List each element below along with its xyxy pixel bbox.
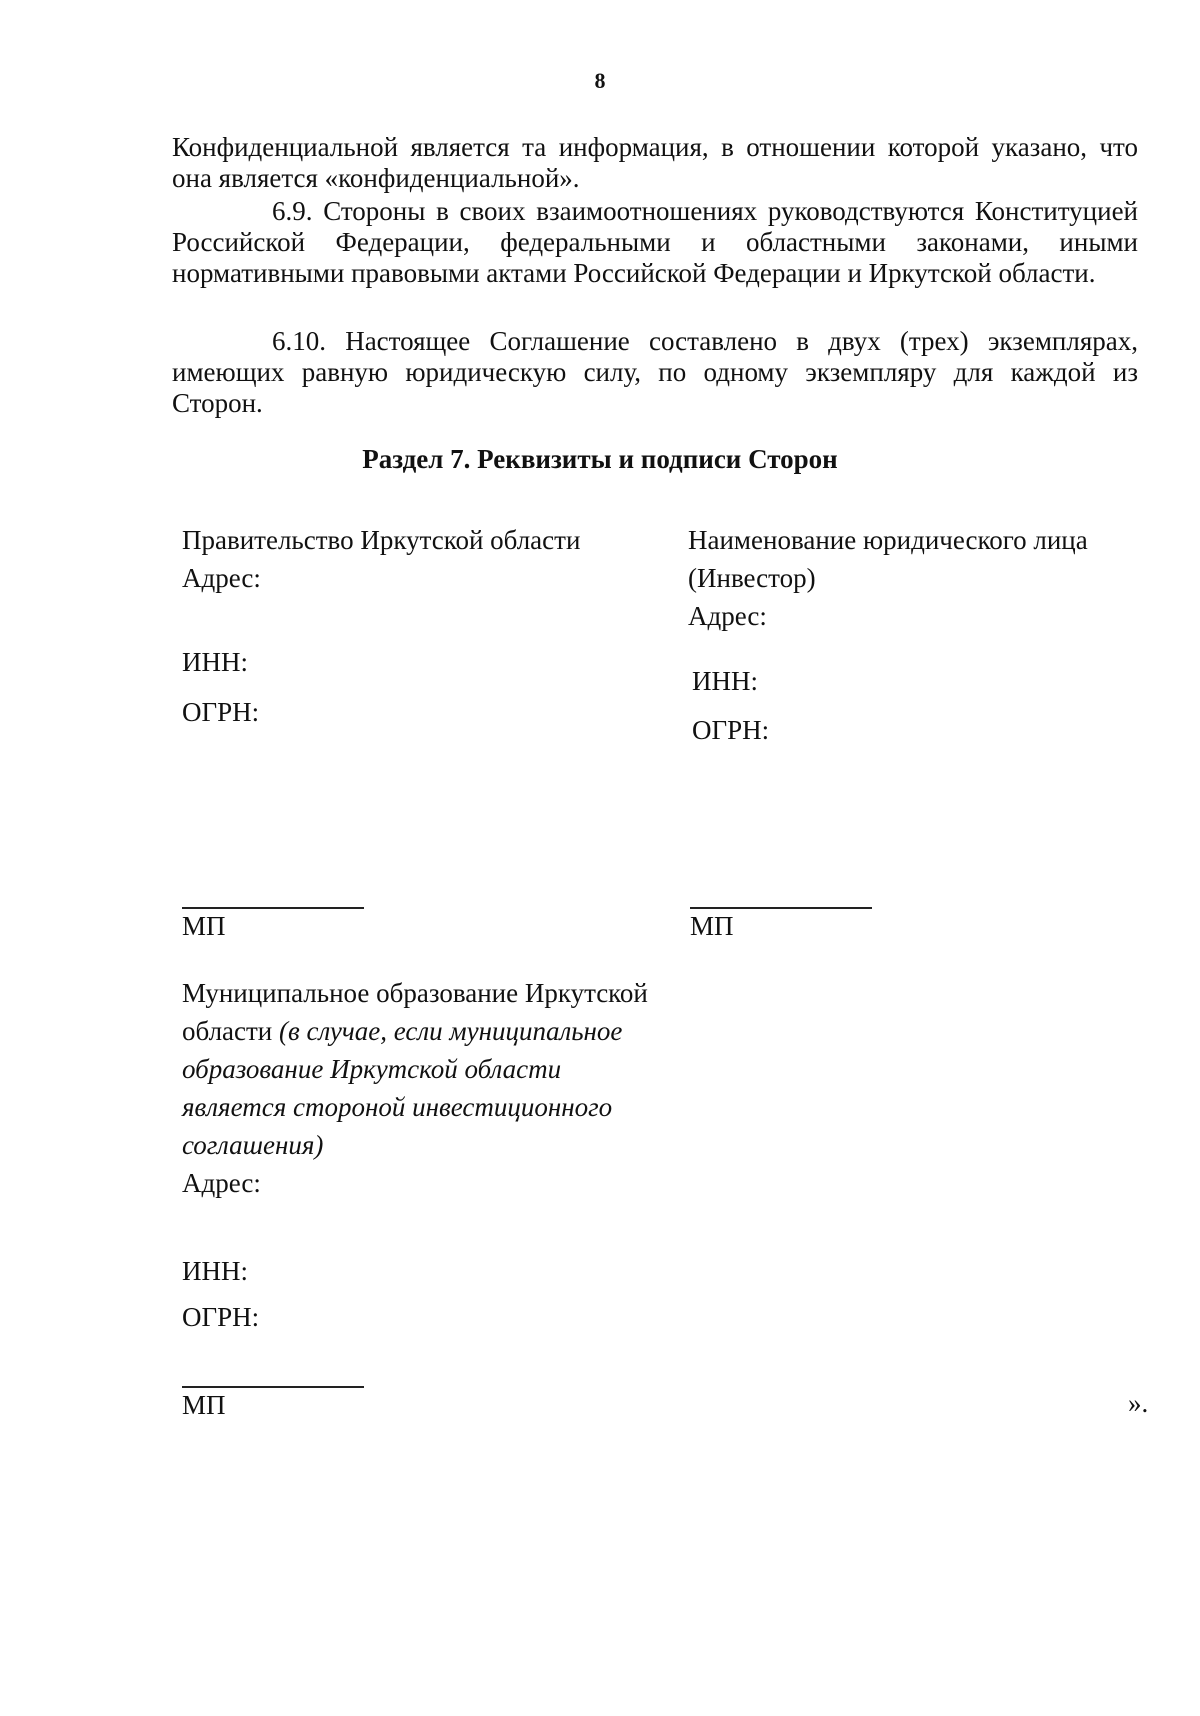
paragraph-confidential: Конфиденциальной является та информация, в отношении которой указано, что она является «конфиденциальной». [172,132,1138,193]
party-investor-block [688,521,1088,635]
party-investor-name-line1: Наименование юридического лица [688,525,1088,555]
party-government-name: Правительство Иркутской области [182,525,581,555]
signature-line-municipal [182,1386,364,1388]
closing-quote-mark: ». [1128,1388,1149,1418]
page-number: 8 [594,68,606,93]
signature-line-investor [690,907,872,909]
party-municipal-block [182,974,648,1202]
party-government-address: Адрес: [182,563,261,593]
party-municipal-inn: ИНН: [182,1256,248,1286]
stamp-label-investor: МП [690,911,734,941]
party-municipal-name-line1: Муниципальное образование Иркутской [182,978,648,1008]
party-government-block [182,521,580,597]
party-investor-name-line2: (Инвестор) [688,563,816,593]
party-municipal-note-line3: образование Иркутской области [182,1054,562,1084]
party-municipal-name-line2 [182,1012,648,1050]
signature-line-government [182,907,364,909]
stamp-label-municipal: МП [182,1390,226,1420]
stamp-label-government: МП [182,911,226,941]
party-investor-inn: ИНН: [692,666,758,696]
party-government-inn: ИНН: [182,647,248,677]
party-investor-ogrn: ОГРН: [692,715,770,745]
party-municipal-note-line5: соглашения) [182,1130,324,1160]
paragraph-6-9: 6.9. Стороны в своих взаимоотношениях руководствуются Конституцией Российской Федерации, федеральными и областными законами, иными нормативными правовыми актами Российской Федерации и Иркутской области. [172,196,1138,288]
party-municipal-name-line2-plain: области [182,1016,280,1046]
party-municipal-address: Адрес: [182,1168,261,1198]
party-investor-address: Адрес: [688,601,767,631]
party-government-ogrn: ОГРН: [182,697,260,727]
section-title: Раздел 7. Реквизиты и подписи Сторон [362,444,838,474]
party-municipal-note-start: (в случае, если муниципальное [279,1016,623,1046]
party-municipal-ogrn: ОГРН: [182,1302,260,1332]
party-municipal-note-line4: является стороной инвестиционного [182,1092,613,1122]
paragraph-6-10: 6.10. Настоящее Соглашение составлено в двух (трех) экземплярах, имеющих равную юридическую силу, по одному экземпляру для каждой из Сторон. [172,326,1138,418]
